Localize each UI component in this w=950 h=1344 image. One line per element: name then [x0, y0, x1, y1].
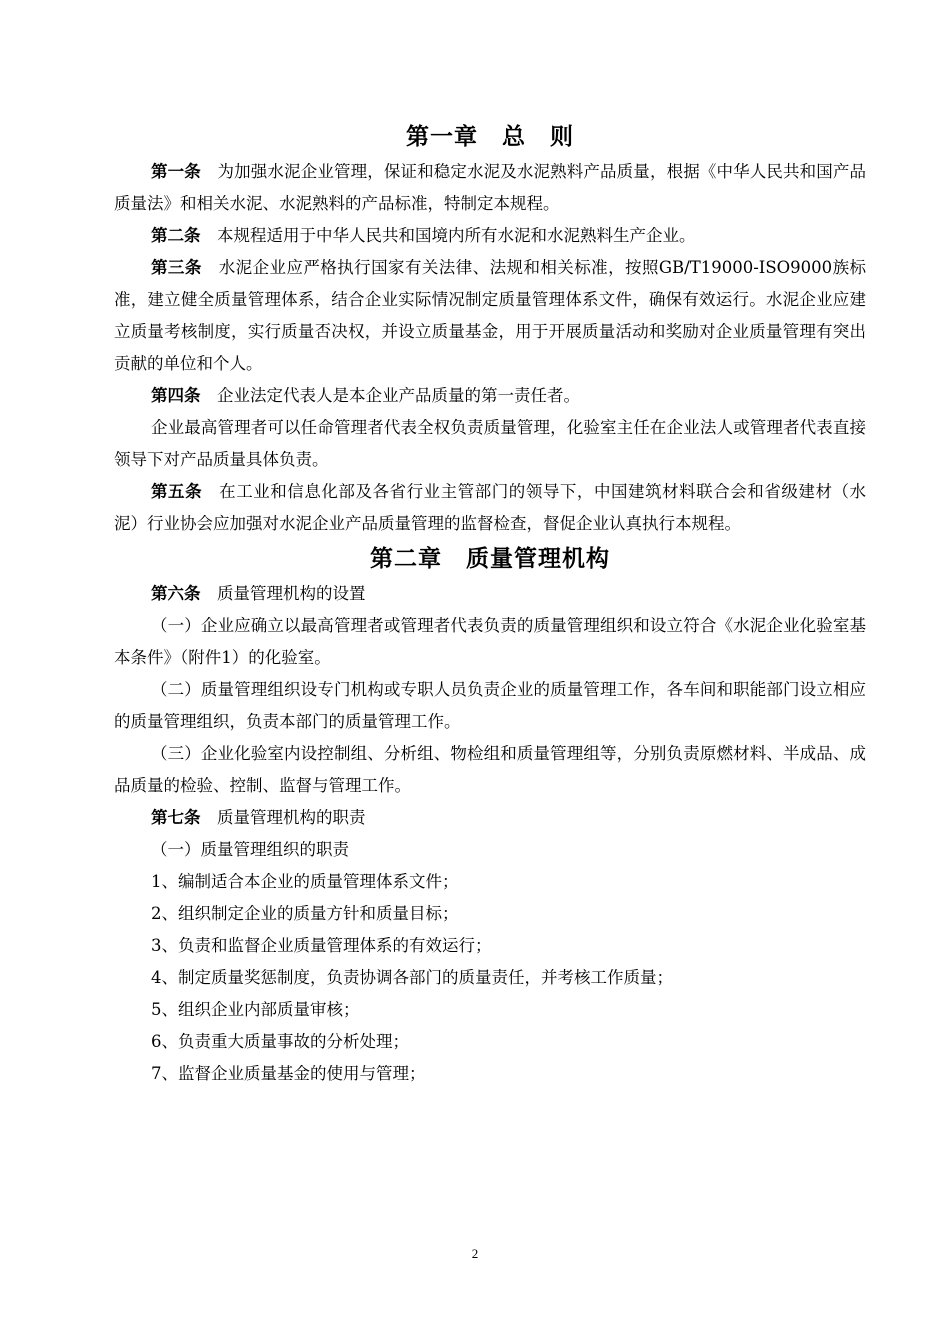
duty-item	[114, 1058, 866, 1090]
chapter-1-body	[114, 156, 866, 540]
paragraph-text: 7、监督企业质量基金的使用与管理；	[151, 1064, 426, 1083]
article-5	[114, 476, 866, 540]
article-text: 本规程适用于中华人民共和国境内所有水泥和水泥熟料生产企业。	[200, 226, 696, 245]
article-4	[114, 380, 866, 412]
paragraph-text: 4、制定质量奖惩制度，负责协调各部门的质量责任，并考核工作质量；	[151, 968, 673, 987]
chapter-2-body	[114, 578, 866, 1090]
paragraph-text: 企业最高管理者可以任命管理者代表全权负责质量管理，化验室主任在企业法人或管理者代表直接领导下对产品质量具体负责。	[114, 418, 866, 469]
article-2	[114, 220, 866, 252]
article-text: 为加强水泥企业管理，保证和稳定水泥及水泥熟料产品质量，根据《中华人民共和国产品质量法》和相关水泥、水泥熟料的产品标准，特制定本规程。	[114, 162, 867, 213]
article-lead: 第六条	[151, 584, 201, 603]
article-4-continued	[114, 412, 866, 476]
article-7	[114, 802, 866, 834]
article-6	[114, 578, 866, 610]
article-lead: 第五条	[151, 482, 203, 501]
paragraph-text: 2、组织制定企业的质量方针和质量目标；	[151, 904, 459, 923]
paragraph-text: 3、负责和监督企业质量管理体系的有效运行；	[151, 936, 492, 955]
article-1	[114, 156, 866, 220]
duty-item	[114, 1026, 866, 1058]
duty-item	[114, 994, 866, 1026]
article-text: 质量管理机构的设置	[200, 584, 366, 603]
clause-2	[114, 674, 866, 738]
duty-item	[114, 898, 866, 930]
paragraph-text: （一）质量管理组织的职责	[151, 840, 349, 859]
article-text: 在工业和信息化部及各省行业主管部门的领导下，中国建筑材料联合会和省级建材（水泥）行业协会应加强对水泥企业产品质量管理的监督检查，督促企业认真执行本规程。	[114, 482, 867, 533]
duty-item	[114, 866, 866, 898]
article-lead: 第三条	[151, 258, 202, 277]
paragraph-text: （三）企业化验室内设控制组、分析组、物检组和质量管理组等，分别负责原燃材料、半成品、成品质量的检验、控制、监督与管理工作。	[114, 744, 866, 795]
paragraph-text: （一）企业应确立以最高管理者或管理者代表负责的质量管理组织和设立符合《水泥企业化验室基本条件》（附件1）的化验室。	[114, 616, 866, 667]
paragraph-text: （二）质量管理组织设专门机构或专职人员负责企业的质量管理工作，各车间和职能部门设立相应的质量管理组织，负责本部门的质量管理工作。	[114, 680, 866, 731]
paragraph-text: 1、编制适合本企业的质量管理体系文件；	[151, 872, 459, 891]
duty-item	[114, 930, 866, 962]
article-lead: 第七条	[151, 808, 201, 827]
clause-1	[114, 610, 866, 674]
page-content	[114, 118, 866, 1090]
paragraph-text: 6、负责重大质量事故的分析处理；	[151, 1032, 409, 1051]
paragraph-text: 5、组织企业内部质量审核；	[151, 1000, 360, 1019]
article-3	[114, 252, 866, 380]
article-lead: 第二条	[151, 226, 201, 245]
article-lead: 第四条	[151, 386, 201, 405]
clause-3	[114, 738, 866, 802]
chapter-2-title: 第二章 质量管理机构	[370, 546, 610, 572]
duty-item	[114, 962, 866, 994]
article-lead: 第一条	[151, 162, 201, 181]
article-text: 质量管理机构的职责	[200, 808, 366, 827]
duty-heading	[114, 834, 866, 866]
article-text: 企业法定代表人是本企业产品质量的第一责任者。	[200, 386, 580, 405]
page-number: 2	[471, 1246, 479, 1261]
article-text: 水泥企业应严格执行国家有关法律、法规和相关标准，按照GB/T19000-ISO9000族标准，建立健全质量管理体系，结合企业实际情况制定质量管理体系文件，确保有效运行。水泥企业应建立质量考核制度，实行质量否决权，并设立质量基金，用于开展质量活动和奖励对企业质量管理有突出贡献的单位和个人。	[114, 258, 867, 373]
chapter-1-title: 第一章 总 则	[406, 124, 574, 150]
